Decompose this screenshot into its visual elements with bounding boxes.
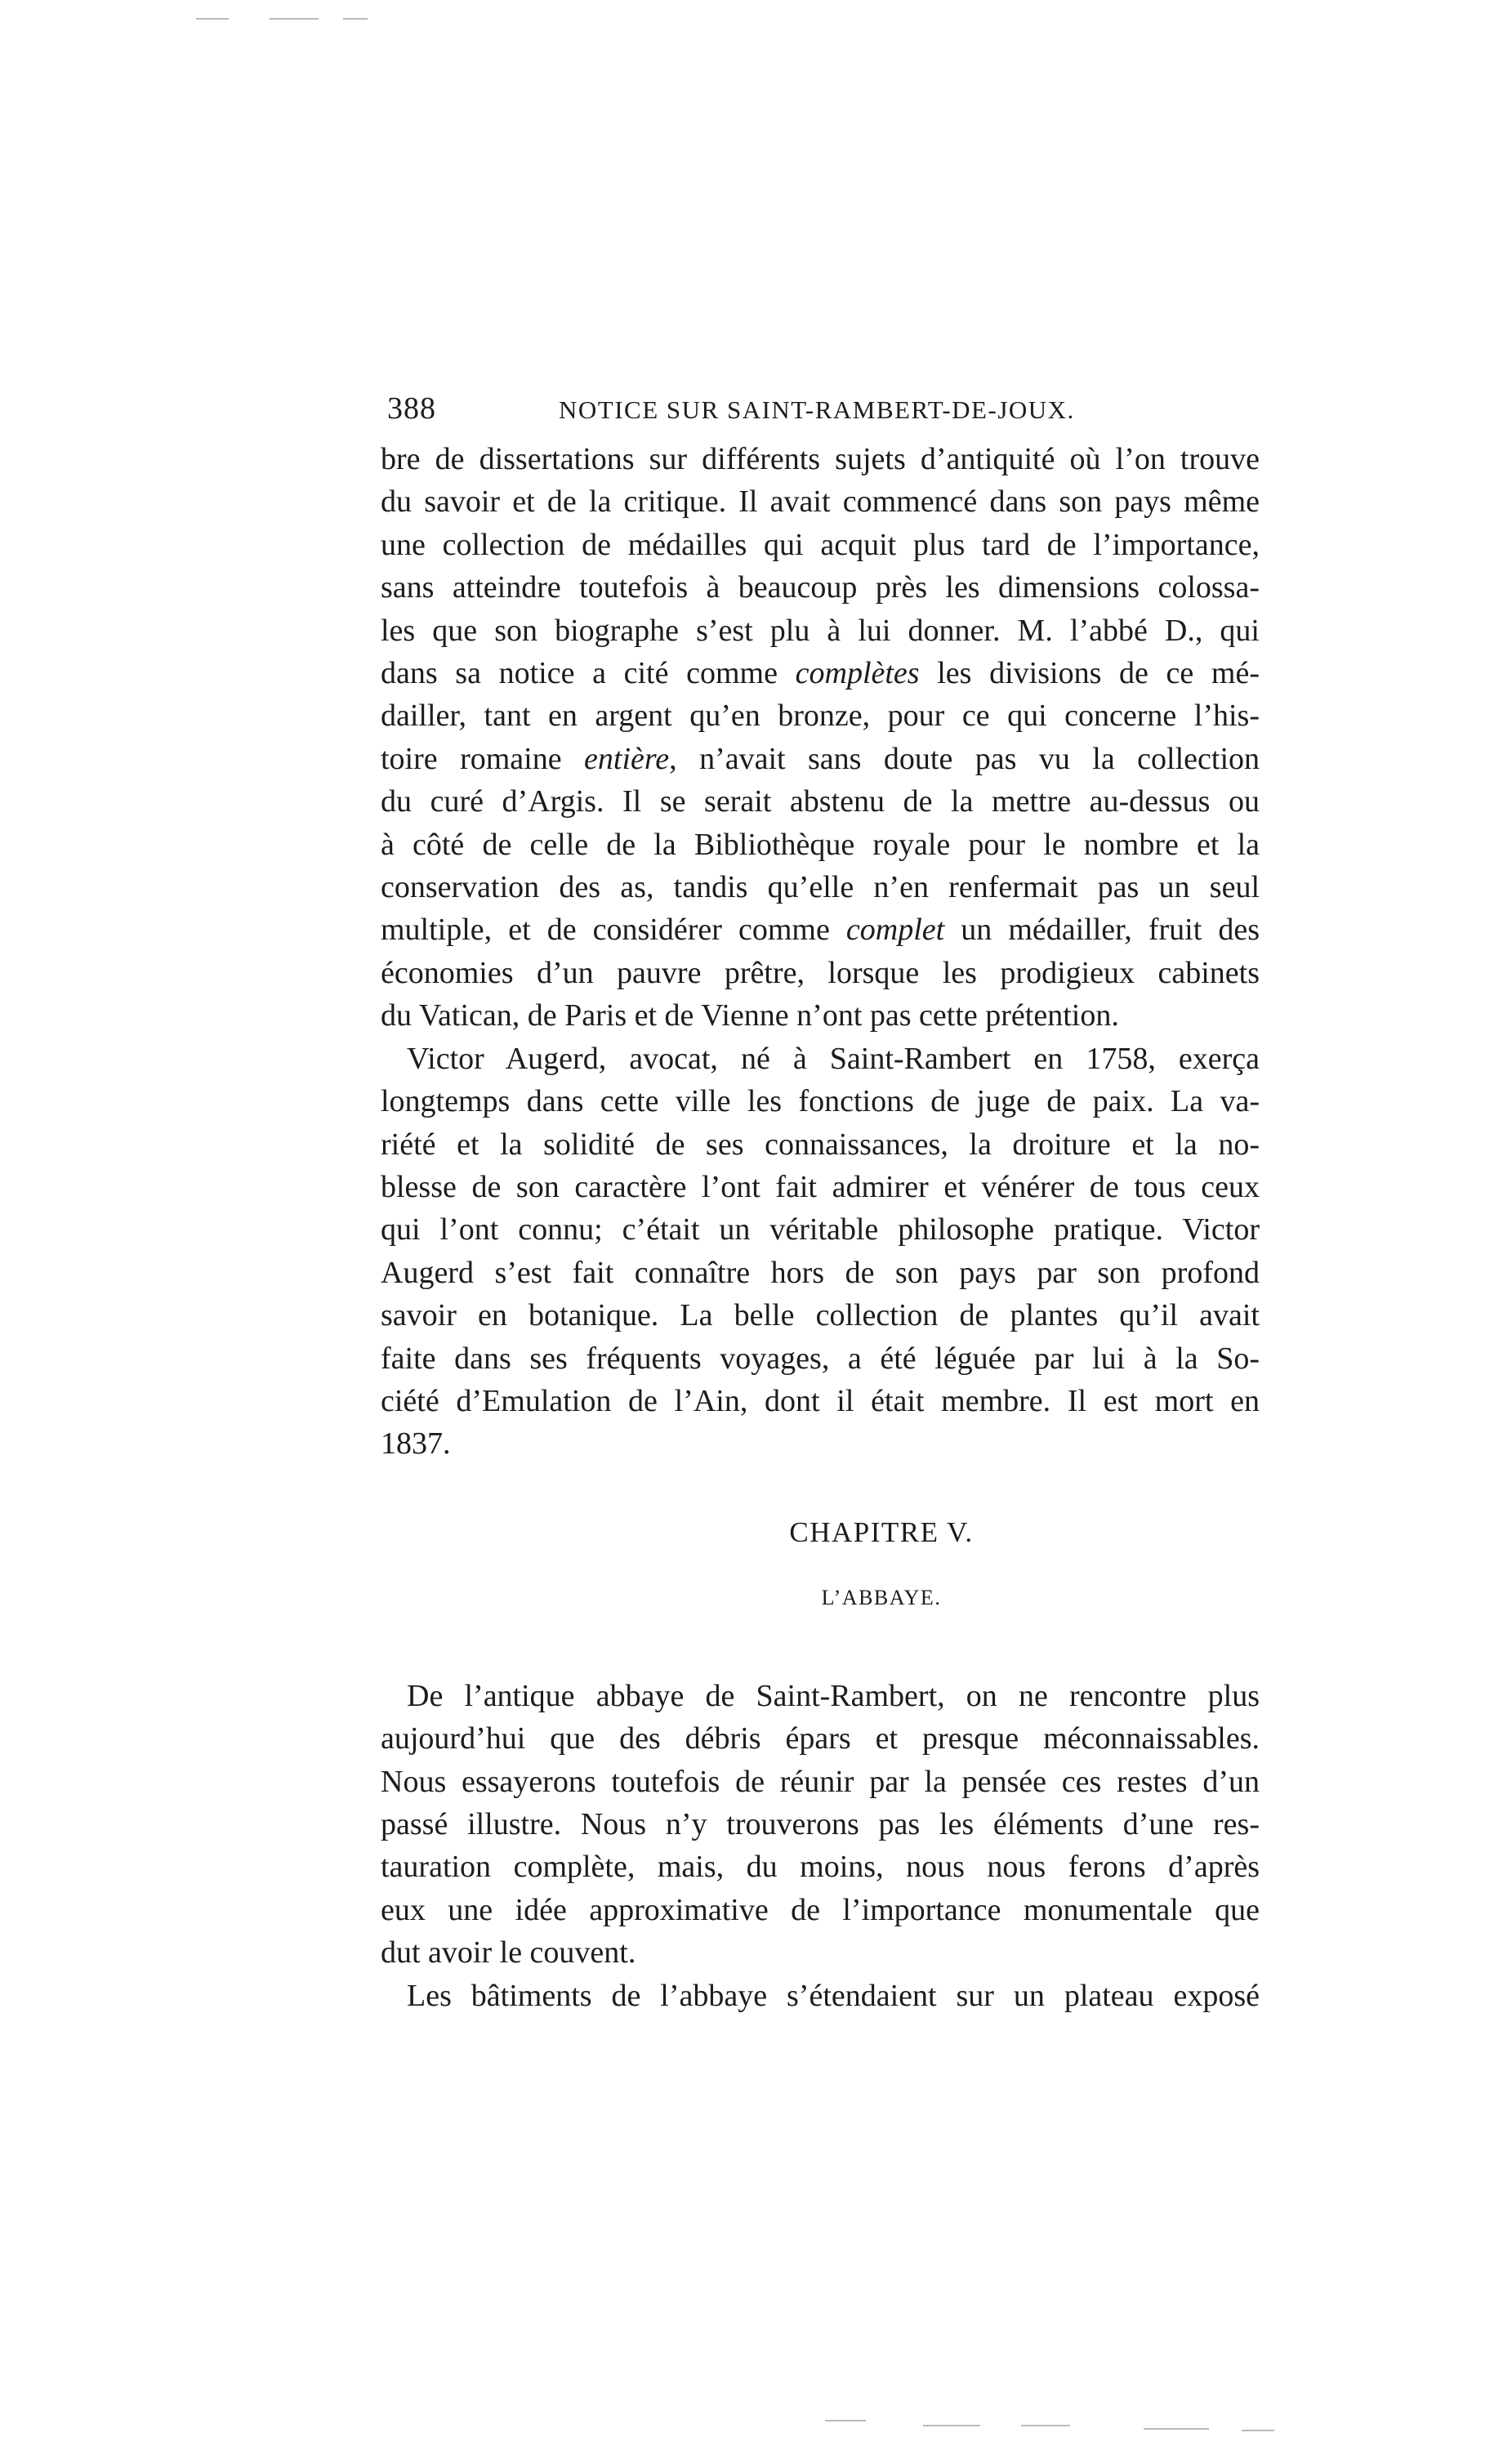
running-title: NOTICE SUR SAINT-RAMBERT-DE-JOUX. bbox=[559, 395, 1075, 424]
scan-artifact-top bbox=[196, 18, 229, 20]
text-line: sans atteindre toutefois à beaucoup près les dimensions colossa- bbox=[381, 570, 1260, 605]
text-line: faite dans ses fréquents voyages, a été léguée par lui à la So- bbox=[381, 1341, 1260, 1376]
text-line: les que son biographe s’est plu à lui donner. M. l’abbé D., qui bbox=[381, 613, 1260, 648]
text-line: longtemps dans cette ville les fonctions de juge de paix. La va- bbox=[381, 1084, 1260, 1119]
text-line: du savoir et de la critique. Il avait commencé dans son pays même bbox=[381, 484, 1260, 520]
text-line: une collection de médailles qui acquit plus tard de l’importance, bbox=[381, 527, 1260, 562]
scan-artifact-bottom bbox=[1144, 2428, 1209, 2430]
text-line: blesse de son caractère l’ont fait admirer et vénérer de tous ceux bbox=[381, 1169, 1260, 1204]
text-run: les divisions de ce mé- bbox=[919, 656, 1260, 691]
text-line: qui l’ont connu; c’était un véritable philosophe pratique. Victor bbox=[381, 1212, 1260, 1248]
scan-artifact-bottom bbox=[1242, 2430, 1274, 2431]
text-line: Les bâtiments de l’abbaye s’étendaient sur un plateau exposé bbox=[407, 1978, 1260, 2013]
text-line: De l’antique abbaye de Saint-Rambert, on ne rencontre plus bbox=[407, 1678, 1260, 1713]
text-line: riété et la solidité de ses connaissances, la droiture et la no- bbox=[381, 1127, 1260, 1162]
text-line: à côté de celle de la Bibliothèque royale pour le nombre et la bbox=[381, 827, 1260, 862]
scan-artifact-bottom bbox=[1021, 2425, 1070, 2426]
text-run: , n’avait sans doute pas vu la collection bbox=[669, 741, 1260, 776]
running-head bbox=[381, 384, 1260, 438]
text-line: passé illustre. Nous n’y trouverons pas les éléments d’une res- bbox=[381, 1806, 1260, 1841]
text-run: dans sa notice a cité comme bbox=[381, 656, 796, 691]
text-line bbox=[381, 738, 1260, 780]
paragraph-4 bbox=[381, 1975, 1260, 2017]
text-line bbox=[381, 908, 1260, 951]
paragraph-2 bbox=[381, 1038, 1260, 1466]
paragraph-3 bbox=[381, 1675, 1260, 1975]
italic-term: entière bbox=[584, 741, 670, 776]
paragraph-1 bbox=[381, 438, 1260, 1038]
text-line: bre de dissertations sur différents sujets d’antiquité où l’on trouve bbox=[381, 442, 1260, 476]
text-line: ciété d’Emulation de l’Ain, dont il était membre. Il est mort en bbox=[381, 1383, 1260, 1418]
scan-artifact-bottom bbox=[923, 2425, 980, 2426]
scan-artifact-top bbox=[343, 18, 368, 20]
section-title: L’ABBAYE. bbox=[821, 1585, 942, 1609]
text-line: savoir en botanique. La belle collection de plantes qu’il avait bbox=[381, 1298, 1260, 1333]
scan-artifact-bottom bbox=[825, 2420, 866, 2421]
text-run: toire romaine bbox=[381, 741, 585, 776]
text-line: 1837. bbox=[381, 1426, 451, 1462]
chapter-title: CHAPITRE V. bbox=[789, 1515, 974, 1548]
text-line: Victor Augerd, avocat, né à Saint-Rambert en 1758, exerça bbox=[407, 1041, 1260, 1076]
text-line: tauration complète, mais, du moins, nous nous ferons d’après bbox=[381, 1850, 1260, 1885]
text-line: dailler, tant en argent qu’en bronze, pour ce qui concerne l’his- bbox=[381, 699, 1260, 734]
text-line: Augerd s’est fait connaître hors de son pays par son profond bbox=[381, 1255, 1260, 1290]
italic-term: complet bbox=[845, 913, 945, 948]
text-line: économies d’un pauvre prêtre, lorsque les prodigieux cabinets bbox=[381, 955, 1260, 990]
text-line: du Vatican, de Paris et de Vienne n’ont pas cette prétention. bbox=[381, 998, 1119, 1033]
text-line: conservation des as, tandis qu’elle n’en renfermait pas un seul bbox=[381, 870, 1260, 905]
text-run: multiple, et de considérer comme bbox=[381, 913, 846, 948]
text-run: un médailler, fruit des bbox=[944, 913, 1260, 948]
scan-artifact-top bbox=[270, 18, 319, 20]
text-line: du curé d’Argis. Il se serait abstenu de la mettre au-dessus ou bbox=[381, 784, 1260, 819]
text-line: eux une idée approximative de l’importance monumentale que bbox=[381, 1892, 1260, 1927]
text-block bbox=[381, 384, 1260, 2017]
text-line: dut avoir le couvent. bbox=[381, 1935, 636, 1971]
page-number: 388 bbox=[387, 391, 436, 426]
text-line bbox=[381, 652, 1260, 694]
text-line: aujourd’hui que des débris épars et presque méconnaissables. bbox=[381, 1721, 1260, 1756]
text-line: Nous essayerons toutefois de réunir par la pensée ces restes d’un bbox=[381, 1764, 1260, 1799]
section-spacer bbox=[381, 1618, 1260, 1675]
italic-term: complètes bbox=[795, 656, 920, 691]
